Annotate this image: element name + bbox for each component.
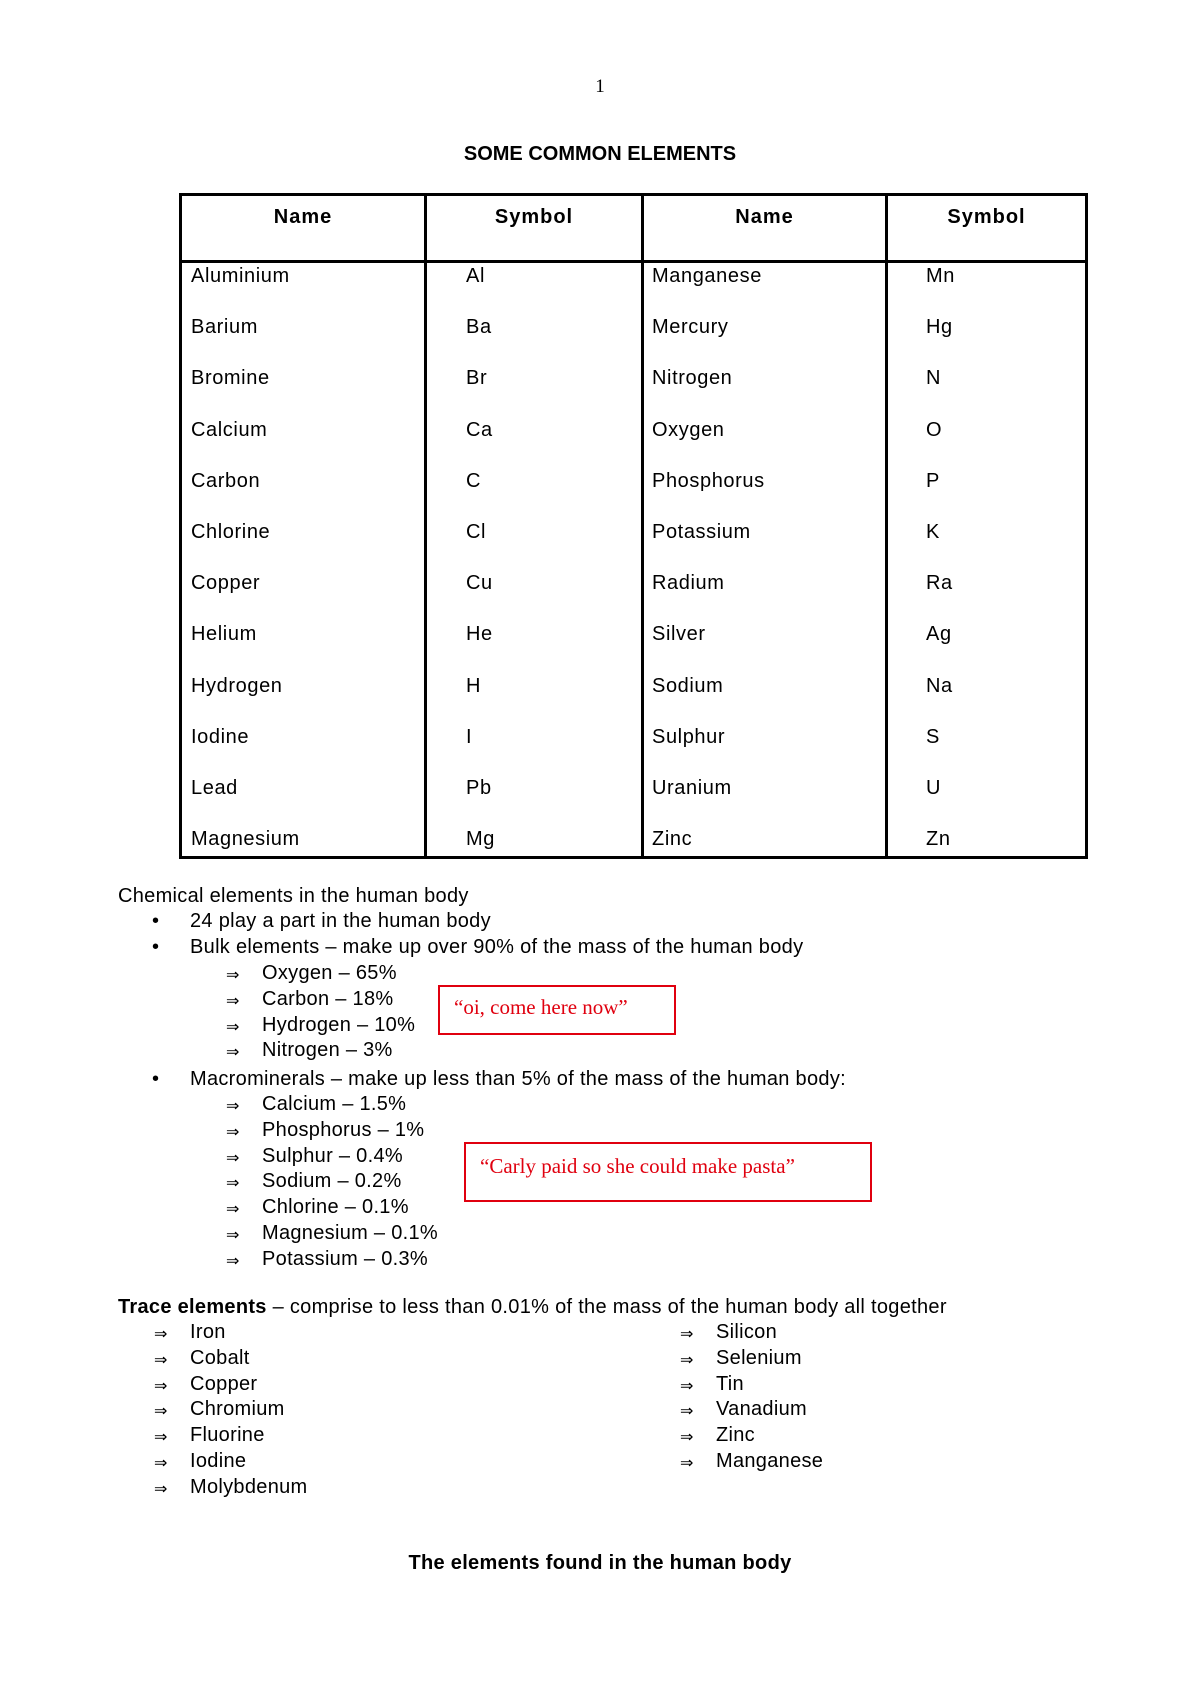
arrow-icon: ⇒ [154,1351,168,1369]
element-symbol-cell: Hg [926,316,953,339]
element-symbol-cell: Pb [466,777,492,799]
element-name-cell: Radium [652,572,725,595]
element-name-cell: Magnesium [191,828,300,851]
arrow-icon: ⇒ [226,1018,240,1036]
element-name-cell: Silver [652,623,706,646]
element-name-cell: Phosphorus [652,469,765,492]
bulk-element-item: Hydrogen – 10% [262,1013,416,1036]
header-symbol-1: Symbol [494,206,574,228]
macromineral-item: Potassium – 0.3% [262,1247,428,1270]
trace-element-item: Chromium [190,1398,285,1421]
trace-elements-heading [118,1296,947,1319]
column-divider [424,196,427,856]
element-name-cell: Copper [191,572,261,595]
element-symbol-cell: P [926,469,940,492]
page-number: 1 [595,76,605,97]
element-symbol-cell: Cl [466,521,487,543]
bullet-icon: • [152,936,160,958]
trace-element-item: Iodine [190,1450,247,1472]
bulk-element-item: Oxygen – 65% [262,962,397,984]
bullet-item: 24 play a part in the human body [190,910,491,932]
arrow-icon: ⇒ [680,1326,694,1343]
arrow-icon: ⇒ [226,1175,240,1193]
macromineral-item: Magnesium – 0.1% [262,1222,439,1244]
macromineral-item: Chlorine – 0.1% [262,1196,409,1219]
element-name-cell: Carbon [191,469,261,492]
bullet-icon: • [152,910,160,932]
bulk-element-item: Carbon – 18% [262,987,394,1010]
element-symbol-cell: O [926,418,943,441]
header-name-1: Name [273,206,333,228]
arrow-icon: ⇒ [154,1455,168,1472]
mnemonic-note-bulk: “oi, come here now” [438,985,676,1035]
macromineral-item: Calcium – 1.5% [262,1093,407,1115]
element-name-cell: Nitrogen [652,367,733,390]
arrow-icon: ⇒ [680,1403,694,1421]
element-name-cell: Barium [191,316,258,339]
element-symbol-cell: Al [466,265,485,287]
body-elements-heading: Chemical elements in the human body [118,885,469,907]
element-symbol-cell: S [926,725,940,748]
bullet-icon: • [152,1068,160,1090]
element-symbol-cell: Cu [466,572,493,595]
element-name-cell: Mercury [652,316,729,339]
element-name-cell: Uranium [652,777,732,799]
trace-element-item: Cobalt [190,1346,250,1369]
table-header-row [182,196,1085,263]
macromineral-item: Sulphur – 0.4% [262,1144,403,1167]
arrow-icon: ⇒ [226,1227,240,1244]
macromineral-item: Sodium – 0.2% [262,1170,402,1193]
element-symbol-cell: I [466,725,473,748]
header-symbol-2: Symbol [947,206,1026,228]
trace-elements-description: – comprise to less than 0.01% of the mass of the human body all together [266,1296,947,1318]
arrow-icon: ⇒ [154,1403,168,1421]
element-symbol-cell: H [466,674,482,697]
element-symbol-cell: Ra [926,572,953,595]
trace-element-item: Molybdenum [190,1475,308,1498]
trace-elements-label: Trace elements [118,1296,267,1318]
element-name-cell: Sodium [652,674,724,697]
element-symbol-cell: Mg [466,828,495,851]
element-symbol-cell: U [926,777,942,799]
element-name-cell: Helium [191,623,257,646]
element-symbol-cell: Ag [926,623,952,646]
element-symbol-cell: C [466,469,482,492]
column-divider [885,196,888,856]
bulk-element-item: Nitrogen – 3% [262,1039,393,1062]
arrow-icon: ⇒ [154,1377,168,1395]
element-symbol-cell: Ba [466,316,492,339]
arrow-icon: ⇒ [154,1429,168,1447]
trace-element-item: Fluorine [190,1424,265,1447]
arrow-icon: ⇒ [226,967,240,984]
arrow-icon: ⇒ [154,1326,168,1343]
arrow-icon: ⇒ [680,1351,694,1369]
element-symbol-cell: Mn [926,265,955,287]
element-symbol-cell: Zn [926,828,951,851]
arrow-icon: ⇒ [680,1377,694,1395]
element-name-cell: Potassium [652,521,751,543]
header-name-2: Name [735,206,794,228]
element-name-cell: Calcium [191,418,268,441]
trace-element-item: Vanadium [716,1398,807,1421]
arrow-icon: ⇒ [226,1252,240,1270]
arrow-icon: ⇒ [680,1429,694,1447]
element-name-cell: Chlorine [191,521,271,543]
mnemonic-note-macro: “Carly paid so she could make pasta” [464,1142,872,1202]
element-name-cell: Iodine [191,725,250,748]
arrow-icon: ⇒ [226,1044,240,1062]
element-name-cell: Bromine [191,367,270,390]
trace-element-item: Zinc [716,1424,755,1447]
arrow-icon: ⇒ [154,1480,168,1498]
trace-element-item: Selenium [716,1346,802,1369]
arrow-icon: ⇒ [226,1123,240,1141]
element-symbol-cell: He [466,623,493,646]
element-symbol-cell: Na [926,674,953,697]
macromineral-item: Phosphorus – 1% [262,1118,425,1141]
column-divider [641,196,644,856]
arrow-icon: ⇒ [226,1098,240,1115]
arrow-icon: ⇒ [226,992,240,1010]
element-name-cell: Zinc [652,828,693,851]
arrow-icon: ⇒ [226,1201,240,1219]
element-symbol-cell: Ca [466,418,493,441]
element-name-cell: Aluminium [191,265,290,287]
bullet-item: Bulk elements – make up over 90% of the mass of the human body [190,936,804,958]
bullet-item: Macrominerals – make up less than 5% of the mass of the human body: [190,1068,846,1090]
trace-element-item: Manganese [716,1450,824,1472]
element-name-cell: Hydrogen [191,674,283,697]
element-symbol-cell: Br [466,367,488,390]
elements-table [179,193,1088,859]
element-symbol-cell: K [926,521,940,543]
element-name-cell: Manganese [652,265,762,287]
element-name-cell: Lead [191,777,238,799]
trace-element-item: Silicon [716,1321,778,1343]
document-title: SOME COMMON ELEMENTS [463,143,737,165]
element-name-cell: Sulphur [652,725,726,748]
trace-element-item: Tin [716,1372,744,1395]
footer-title: The elements found in the human body [408,1552,792,1574]
trace-element-item: Iron [190,1321,226,1343]
trace-element-item: Copper [190,1372,258,1395]
arrow-icon: ⇒ [226,1149,240,1167]
element-symbol-cell: N [926,367,942,390]
element-name-cell: Oxygen [652,418,725,441]
arrow-icon: ⇒ [680,1455,694,1472]
